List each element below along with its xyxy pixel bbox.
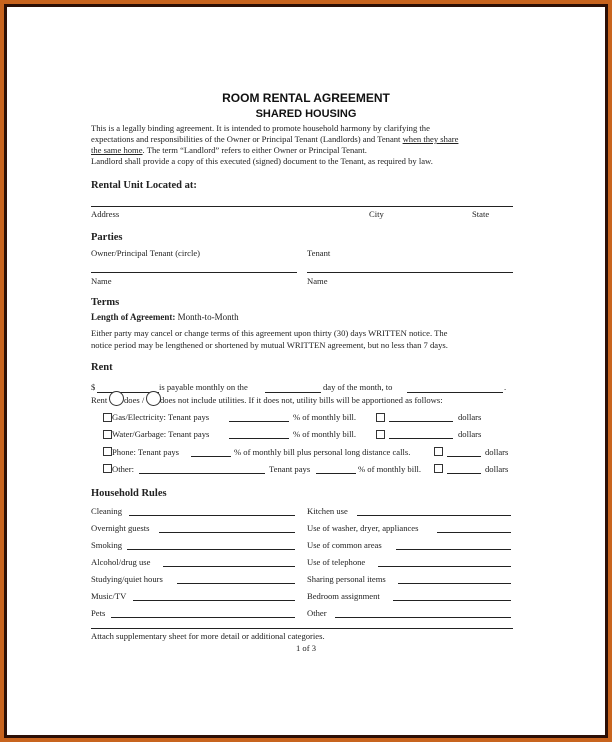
- phone-dollars-checkbox[interactable]: [434, 447, 443, 456]
- gas-pct-text: % of monthly bill.: [293, 412, 357, 422]
- rule-guests-label: Overnight guests: [91, 523, 150, 533]
- intro-line-1: This is a legally binding agreement. It is intended to promote household harmony by clarifying the: [91, 123, 430, 133]
- phone-dollars-line[interactable]: [447, 456, 481, 457]
- phone-pct-text: % of monthly bill plus personal long distance calls.: [234, 447, 411, 457]
- phone-checkbox[interactable]: [103, 447, 112, 456]
- rule-pets-line[interactable]: [111, 617, 295, 618]
- water-pct-line[interactable]: [229, 438, 289, 439]
- parties-heading: Parties: [91, 232, 123, 243]
- water-dollars-text: dollars: [458, 429, 482, 439]
- intro-line-3-text: . The term “Landlord” refers to either Owner or Principal Tenant.: [142, 145, 367, 155]
- gas-dollars-line[interactable]: [389, 421, 453, 422]
- rule-kitchen-label: Kitchen use: [307, 506, 348, 516]
- intro-line-3: [91, 145, 367, 155]
- rule-other-label: Other: [307, 608, 327, 618]
- water-pct-text: % of monthly bill.: [293, 429, 357, 439]
- tenant-label: Tenant: [307, 248, 331, 258]
- rule-bedroom-label: Bedroom assignment: [307, 591, 380, 601]
- other-pct-line[interactable]: [316, 473, 356, 474]
- rule-common-label: Use of common areas: [307, 540, 382, 550]
- address-line[interactable]: [91, 206, 513, 207]
- utilities-text: does not include utilities. If it does not, utility bills will be apportioned as follows:: [160, 395, 443, 405]
- rent-day-line[interactable]: [265, 392, 321, 393]
- length-of-agreement: [91, 312, 239, 322]
- footer-divider: [91, 628, 513, 629]
- intro-line-4: Landlord shall provide a copy of this executed (signed) document to the Tenant, as required by law.: [91, 156, 433, 166]
- gas-electricity-label: Gas/Electricity: Tenant pays: [112, 412, 210, 422]
- document-subtitle: SHARED HOUSING: [255, 108, 357, 120]
- city-label: City: [369, 209, 384, 219]
- rent-word: Rent: [91, 395, 108, 405]
- gas-dollars-checkbox[interactable]: [376, 413, 385, 422]
- other-checkbox[interactable]: [103, 464, 112, 473]
- state-label: State: [472, 209, 490, 219]
- page-number: 1 of 3: [295, 643, 317, 653]
- terms-line-1: Either party may cancel or change terms of this agreement upon thirty (30) days WRITTEN notice. The: [91, 328, 448, 338]
- rule-telephone-line[interactable]: [378, 566, 511, 567]
- intro-line-2-underlined: when they share: [402, 134, 459, 144]
- intro-line-3-underlined: the same home: [91, 145, 143, 155]
- other-desc-line[interactable]: [139, 473, 265, 474]
- other-dollars-text: dollars: [485, 464, 509, 474]
- does-word: does /: [124, 395, 145, 405]
- rule-kitchen-line[interactable]: [357, 515, 511, 516]
- rule-sharing-line[interactable]: [398, 583, 511, 584]
- rule-sharing-label: Sharing personal items: [307, 574, 386, 584]
- payable-text: is payable monthly on the: [159, 382, 248, 392]
- rule-other-line[interactable]: [335, 617, 511, 618]
- rent-payee-line[interactable]: [407, 392, 503, 393]
- rule-smoking-label: Smoking: [91, 540, 123, 550]
- document-title: ROOM RENTAL AGREEMENT: [222, 91, 390, 105]
- water-dollars-checkbox[interactable]: [376, 430, 385, 439]
- terms-heading: Terms: [91, 297, 120, 308]
- other-dollars-line[interactable]: [447, 473, 481, 474]
- owner-name-label: Name: [91, 276, 112, 286]
- other-dollars-checkbox[interactable]: [434, 464, 443, 473]
- phone-pct-line[interactable]: [191, 456, 231, 457]
- rule-washer-line[interactable]: [437, 532, 511, 533]
- rental-unit-heading: Rental Unit Located at:: [91, 180, 197, 191]
- phone-dollars-text: dollars: [485, 447, 509, 457]
- rule-smoking-line[interactable]: [127, 549, 295, 550]
- other-tenant-pays: Tenant pays: [269, 464, 311, 474]
- length-value: Month-to-Month: [175, 312, 239, 322]
- address-label: Address: [91, 209, 120, 219]
- water-garbage-checkbox[interactable]: [103, 430, 112, 439]
- phone-label: Phone: Tenant pays: [112, 447, 180, 457]
- does-include-radio[interactable]: [109, 391, 124, 406]
- intro-line-2-text: expectations and responsibilities of the Owner or Principal Tenant (Landlords) and Tenant: [91, 134, 403, 144]
- rule-music-line[interactable]: [133, 600, 295, 601]
- owner-label: Owner/Principal Tenant (circle): [91, 248, 201, 258]
- rule-washer-label: Use of washer, dryer, appliances: [307, 523, 419, 533]
- rule-alcohol-line[interactable]: [163, 566, 295, 567]
- document-page: [7, 7, 605, 735]
- rule-studying-line[interactable]: [177, 583, 295, 584]
- rent-heading: Rent: [91, 362, 113, 373]
- dollar-sign: $: [91, 382, 96, 392]
- household-rules-heading: Household Rules: [91, 488, 167, 499]
- water-dollars-line[interactable]: [389, 438, 453, 439]
- rent-period: .: [504, 382, 507, 392]
- does-not-include-radio[interactable]: [146, 391, 161, 406]
- rule-pets-label: Pets: [91, 608, 106, 618]
- tenant-name-line[interactable]: [307, 272, 513, 273]
- attach-note: Attach supplementary sheet for more detail or additional categories.: [91, 631, 325, 641]
- rule-cleaning-label: Cleaning: [91, 506, 123, 516]
- rule-studying-label: Studying/quiet hours: [91, 574, 163, 584]
- rule-bedroom-line[interactable]: [393, 600, 511, 601]
- rule-cleaning-line[interactable]: [129, 515, 295, 516]
- length-label: Length of Agreement:: [91, 312, 176, 322]
- other-label: Other:: [112, 464, 134, 474]
- owner-name-line[interactable]: [91, 272, 297, 273]
- day-of-month-text: day of the month, to: [323, 382, 393, 392]
- tenant-name-label: Name: [307, 276, 328, 286]
- gas-pct-line[interactable]: [229, 421, 289, 422]
- intro-line-2: [91, 134, 458, 144]
- rule-telephone-label: Use of telephone: [307, 557, 366, 567]
- gas-dollars-text: dollars: [458, 412, 482, 422]
- rule-alcohol-label: Alcohol/drug use: [91, 557, 151, 567]
- rule-music-label: Music/TV: [91, 591, 127, 601]
- water-garbage-label: Water/Garbage: Tenant pays: [112, 429, 210, 439]
- gas-electricity-checkbox[interactable]: [103, 413, 112, 422]
- terms-line-2: notice period may be lengthened or shortened by mutual WRITTEN agreement, but no less than 7 days.: [91, 340, 448, 350]
- other-pct-text: % of monthly bill.: [358, 464, 422, 474]
- rule-guests-line[interactable]: [159, 532, 295, 533]
- rule-common-line[interactable]: [396, 549, 511, 550]
